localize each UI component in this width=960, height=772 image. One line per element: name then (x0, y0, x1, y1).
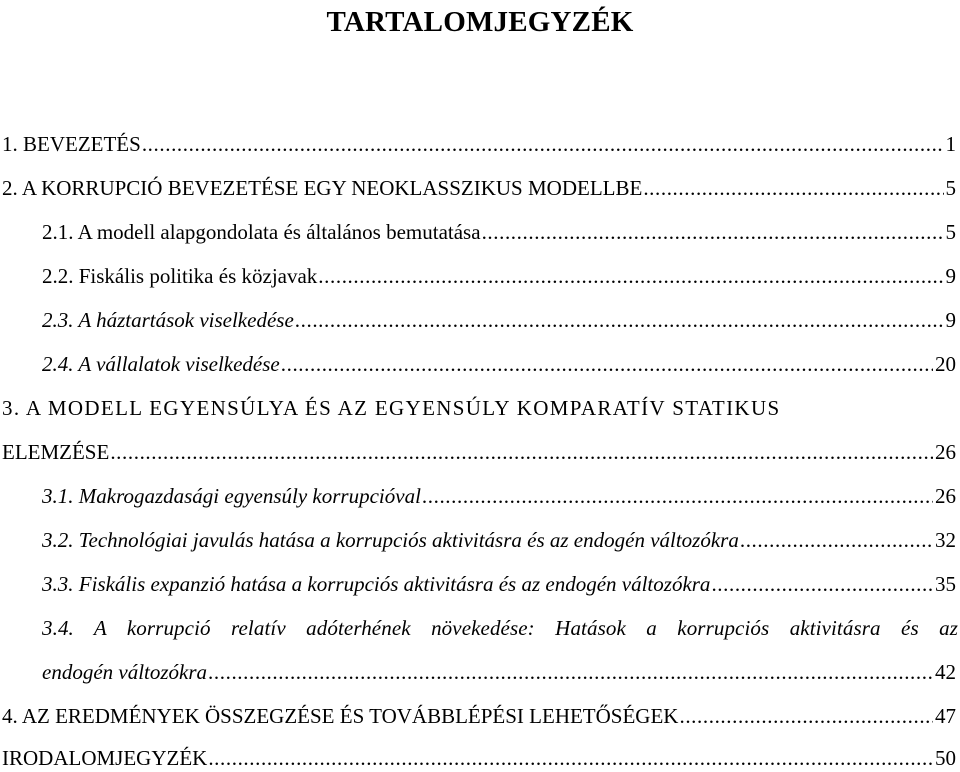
toc-page-number: 32 (935, 528, 956, 552)
toc-leader-dots (207, 744, 933, 772)
toc-entry-chapter-3[interactable] (2, 438, 956, 466)
toc-leader-dots (739, 526, 933, 554)
toc-entry-text: 2.1. A modell alapgondolata és általános bemutatása (42, 220, 481, 244)
toc-entry-section-3-4[interactable] (42, 658, 956, 686)
toc-page-number: 9 (945, 308, 956, 332)
toc-entry-chapter-3-line1[interactable] (2, 394, 781, 422)
toc-page-number: 47 (935, 704, 956, 728)
toc-leader-dots (280, 350, 933, 378)
toc-entry-text: 2.2. Fiskális politika és közjavak (42, 264, 318, 288)
toc-entry-text: 2.3. A háztartások viselkedése (42, 308, 294, 332)
toc-page-number: 9 (945, 264, 956, 288)
toc-entry-section-3-1[interactable] (42, 482, 956, 510)
toc-entry-text: 1. BEVEZETÉS (2, 132, 141, 156)
toc-leader-dots (317, 262, 943, 290)
toc-leader-dots (710, 570, 933, 598)
toc-entry-text: 4. AZ EREDMÉNYEK ÖSSZEGZÉSE ÉS TOVÁBBLÉPÉSI LEHETŐSÉGEK (2, 704, 679, 728)
toc-entry-section-2-3[interactable] (42, 306, 956, 334)
toc-entry-text: 3.1. Makrogazdasági egyensúly korrupcióval (42, 484, 421, 508)
toc-entry-bibliography[interactable] (2, 744, 956, 772)
toc-page-number: 26 (935, 440, 956, 464)
toc-entry-section-2-2[interactable] (42, 262, 956, 290)
toc-leader-dots (481, 218, 944, 246)
toc-leader-dots (109, 438, 933, 466)
toc-leader-dots (207, 658, 933, 686)
toc-entry-text: IRODALOMJEGYZÉK (2, 746, 208, 770)
toc-page-number: 5 (945, 176, 956, 200)
toc-entry-text: 2.4. A vállalatok viselkedése (42, 352, 280, 376)
toc-leader-dots (141, 130, 944, 158)
toc-entry-text: 3.3. Fiskális expanzió hatása a korrupciós aktivitásra és az endogén változókra (42, 572, 711, 596)
toc-page-number: 20 (935, 352, 956, 376)
toc-page-number: 35 (935, 572, 956, 596)
toc-page-number: 26 (935, 484, 956, 508)
toc-entry-text: 2. A KORRUPCIÓ BEVEZETÉSE EGY NEOKLASSZIKUS MODELLBE (2, 176, 643, 200)
toc-entry-chapter-2[interactable] (2, 174, 956, 202)
toc-page-number: 50 (935, 746, 956, 770)
toc-leader-dots (294, 306, 944, 334)
toc-page-number: 42 (935, 660, 956, 684)
toc-leader-dots (642, 174, 943, 202)
toc-title: TARTALOMJEGYZÉK (326, 6, 634, 38)
toc-entry-section-2-1[interactable] (42, 218, 956, 246)
toc-entry-text: ELEMZÉSE (2, 440, 110, 464)
toc-entry-section-3-2[interactable] (42, 526, 956, 554)
toc-page-number: 1 (945, 132, 956, 156)
toc-entry-text: 3.2. Technológiai javulás hatása a korrupciós aktivitásra és az endogén változókra (42, 528, 739, 552)
toc-entry-section-3-4-line1[interactable] (42, 614, 958, 642)
toc-entry-text: endogén változókra (42, 660, 208, 684)
toc-leader-dots (678, 702, 933, 730)
toc-entry-section-3-3[interactable] (42, 570, 956, 598)
toc-page-number: 5 (945, 220, 956, 244)
toc-entry-bevezetes[interactable] (2, 130, 956, 158)
toc-entry-text: 3.4. A korrupció relatív adóterhének növekedése: Hatások a korrupciós aktivitásra és az (42, 616, 958, 640)
toc-leader-dots (421, 482, 933, 510)
toc-entry-text: 3. A MODELL EGYENSÚLYA ÉS AZ EGYENSÚLY KOMPARATÍV STATIKUS (2, 396, 781, 420)
toc-entry-chapter-4[interactable] (2, 702, 956, 730)
toc-entry-section-2-4[interactable] (42, 350, 956, 378)
